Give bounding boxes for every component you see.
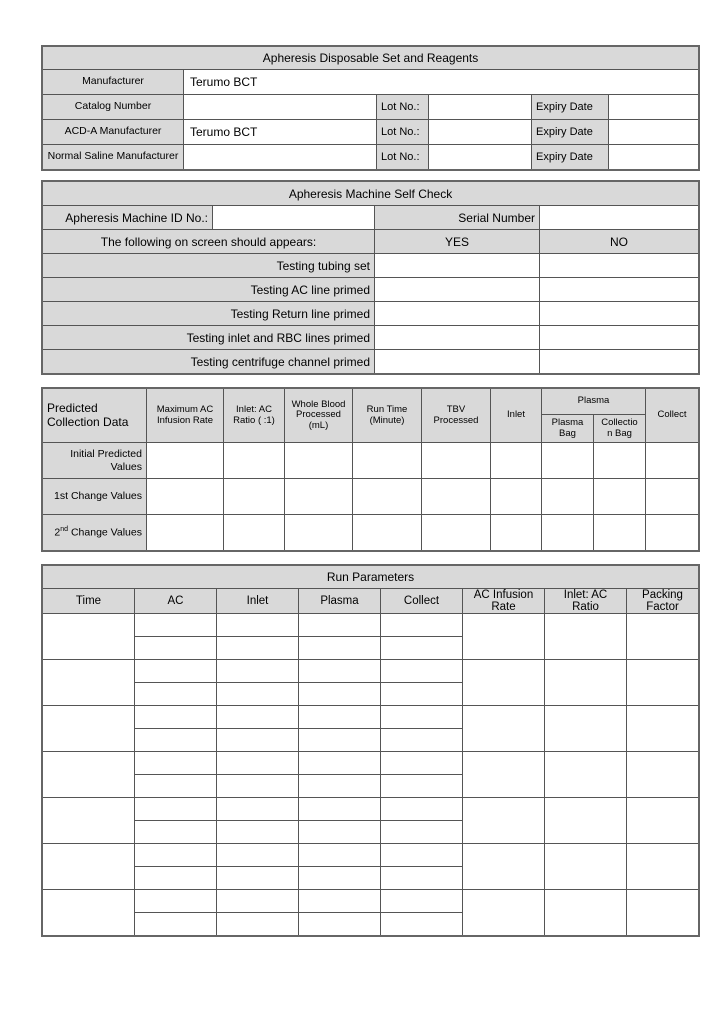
test-centrifuge-label: Testing centrifuge channel primed <box>43 350 375 374</box>
run-parameters-table <box>42 565 699 936</box>
run-ac-cell[interactable] <box>135 637 217 660</box>
acd-manufacturer-value[interactable]: Terumo BCT <box>184 120 377 145</box>
row-first-change: 1st Change Values <box>43 479 147 515</box>
test-ac-line-no[interactable] <box>540 278 699 302</box>
run-collect-cell[interactable] <box>381 683 463 706</box>
initial-inlet-ac-cell[interactable] <box>224 443 285 479</box>
col-ac-infusion-rate: AC Infusion Rate <box>463 589 545 614</box>
run-ac-infusion-cell[interactable] <box>463 844 545 890</box>
col-tbv-processed: TBV Processed <box>422 389 491 443</box>
run-collect-cell[interactable] <box>381 913 463 936</box>
run-inlet-cell[interactable] <box>217 821 299 844</box>
run-inlet-cell[interactable] <box>217 614 299 637</box>
test-tubing-set-yes[interactable] <box>375 254 540 278</box>
run-packing-factor-cell[interactable] <box>627 798 699 844</box>
run-row <box>43 752 699 775</box>
second-collect-cell[interactable] <box>646 515 699 551</box>
run-row <box>43 706 699 729</box>
run-ac-infusion-cell[interactable] <box>463 890 545 936</box>
run-inlet-cell[interactable] <box>217 637 299 660</box>
predicted-collection-table <box>42 388 699 551</box>
col-ac: AC <box>135 589 217 614</box>
no-header: NO <box>540 230 699 254</box>
second-whole-blood-cell[interactable] <box>285 515 353 551</box>
run-plasma-cell[interactable] <box>299 660 381 683</box>
run-time-cell[interactable] <box>43 660 135 706</box>
run-row <box>43 890 699 913</box>
run-inlet-ac-ratio-cell[interactable] <box>545 752 627 798</box>
col-inlet: Inlet <box>491 389 542 443</box>
second-plasma-bag-cell[interactable] <box>542 515 594 551</box>
run-inlet-ac-ratio-cell[interactable] <box>545 706 627 752</box>
test-centrifuge-yes[interactable] <box>375 350 540 374</box>
catalog-expiry-field[interactable] <box>609 95 699 120</box>
run-row <box>43 614 699 637</box>
run-plasma-cell[interactable] <box>299 614 381 637</box>
catalog-lot-field[interactable] <box>429 95 532 120</box>
col-run-inlet-ac-ratio: Inlet: AC Ratio <box>545 589 627 614</box>
run-ac-cell[interactable] <box>135 798 217 821</box>
run-time-cell[interactable] <box>43 752 135 798</box>
first-inlet-cell[interactable] <box>491 479 542 515</box>
col-max-ac-infusion: Maximum AC Infusion Rate <box>147 389 224 443</box>
run-plasma-cell[interactable] <box>299 867 381 890</box>
run-ac-cell[interactable] <box>135 867 217 890</box>
run-plasma-cell[interactable] <box>299 844 381 867</box>
first-run-time-cell[interactable] <box>353 479 422 515</box>
acd-lot-label: Lot No.: <box>377 120 429 145</box>
col-plasma-bag: Plasma Bag <box>542 415 594 443</box>
run-plasma-cell[interactable] <box>299 775 381 798</box>
col-run-plasma: Plasma <box>299 589 381 614</box>
self-check-table <box>42 181 699 374</box>
run-plasma-cell[interactable] <box>299 752 381 775</box>
run-ac-cell[interactable] <box>135 844 217 867</box>
test-inlet-rbc-label: Testing inlet and RBC lines primed <box>43 326 375 350</box>
first-whole-blood-cell[interactable] <box>285 479 353 515</box>
run-inlet-cell[interactable] <box>217 729 299 752</box>
run-packing-factor-cell[interactable] <box>627 844 699 890</box>
run-ac-cell[interactable] <box>135 913 217 936</box>
run-inlet-ac-ratio-cell[interactable] <box>545 844 627 890</box>
acd-manufacturer-label: ACD-A Manufacturer <box>43 120 184 145</box>
run-plasma-cell[interactable] <box>299 798 381 821</box>
run-ac-cell[interactable] <box>135 752 217 775</box>
run-ac-cell[interactable] <box>135 614 217 637</box>
run-time-cell[interactable] <box>43 798 135 844</box>
run-time-cell[interactable] <box>43 614 135 660</box>
initial-collection-bag-cell[interactable] <box>594 443 646 479</box>
run-plasma-cell[interactable] <box>299 706 381 729</box>
initial-inlet-cell[interactable] <box>491 443 542 479</box>
run-inlet-ac-ratio-cell[interactable] <box>545 890 627 936</box>
col-run-time: Run Time (Minute) <box>353 389 422 443</box>
run-plasma-cell[interactable] <box>299 683 381 706</box>
machine-id-field[interactable] <box>213 206 375 230</box>
run-parameters-title: Run Parameters <box>43 566 699 589</box>
machine-id-label: Apheresis Machine ID No.: <box>43 206 213 230</box>
run-collect-cell[interactable] <box>381 706 463 729</box>
col-collection-bag: Collectio n Bag <box>594 415 646 443</box>
second-inlet-cell[interactable] <box>491 515 542 551</box>
initial-tbv-cell[interactable] <box>422 443 491 479</box>
run-time-cell[interactable] <box>43 844 135 890</box>
test-return-line-no[interactable] <box>540 302 699 326</box>
saline-manufacturer-field[interactable] <box>184 145 377 170</box>
run-time-cell[interactable] <box>43 890 135 936</box>
initial-whole-blood-cell[interactable] <box>285 443 353 479</box>
saline-manufacturer-label: Normal Saline Manufacturer <box>43 145 184 170</box>
col-run-inlet: Inlet <box>217 589 299 614</box>
saline-lot-field[interactable] <box>429 145 532 170</box>
run-ac-cell[interactable] <box>135 821 217 844</box>
self-check-title: Apheresis Machine Self Check <box>43 182 699 206</box>
run-inlet-ac-ratio-cell[interactable] <box>545 798 627 844</box>
first-max-ac-cell[interactable] <box>147 479 224 515</box>
run-row <box>43 660 699 683</box>
catalog-lot-label: Lot No.: <box>377 95 429 120</box>
predicted-collection-title: Predicted Collection Data <box>43 389 147 443</box>
run-time-cell[interactable] <box>43 706 135 752</box>
col-time: Time <box>43 589 135 614</box>
run-inlet-ac-ratio-cell[interactable] <box>545 614 627 660</box>
catalog-number-label: Catalog Number <box>43 95 184 120</box>
screen-appears-label: The following on screen should appears: <box>43 230 375 254</box>
run-inlet-cell[interactable] <box>217 844 299 867</box>
run-collect-cell[interactable] <box>381 821 463 844</box>
col-inlet-ac-ratio: Inlet: AC Ratio ( :1) <box>224 389 285 443</box>
test-tubing-set-no[interactable] <box>540 254 699 278</box>
run-plasma-cell[interactable] <box>299 729 381 752</box>
initial-plasma-bag-cell[interactable] <box>542 443 594 479</box>
test-return-line-label: Testing Return line primed <box>43 302 375 326</box>
col-collect: Collect <box>646 389 699 443</box>
run-inlet-cell[interactable] <box>217 706 299 729</box>
first-inlet-ac-cell[interactable] <box>224 479 285 515</box>
run-packing-factor-cell[interactable] <box>627 660 699 706</box>
run-ac-infusion-cell[interactable] <box>463 798 545 844</box>
run-plasma-cell[interactable] <box>299 890 381 913</box>
initial-run-time-cell[interactable] <box>353 443 422 479</box>
acd-expiry-label: Expiry Date <box>532 120 609 145</box>
second-tbv-cell[interactable] <box>422 515 491 551</box>
first-collection-bag-cell[interactable] <box>594 479 646 515</box>
run-ac-infusion-cell[interactable] <box>463 752 545 798</box>
run-ac-cell[interactable] <box>135 729 217 752</box>
test-tubing-set-label: Testing tubing set <box>43 254 375 278</box>
test-inlet-rbc-yes[interactable] <box>375 326 540 350</box>
row-second-suffix: Change Values <box>68 526 142 539</box>
second-collection-bag-cell[interactable] <box>594 515 646 551</box>
row-initial-predicted: Initial Predicted Values <box>43 443 147 479</box>
run-packing-factor-cell[interactable] <box>627 706 699 752</box>
test-return-line-yes[interactable] <box>375 302 540 326</box>
saline-lot-label: Lot No.: <box>377 145 429 170</box>
run-ac-cell[interactable] <box>135 775 217 798</box>
run-inlet-cell[interactable] <box>217 798 299 821</box>
run-ac-infusion-cell[interactable] <box>463 706 545 752</box>
run-collect-cell[interactable] <box>381 660 463 683</box>
row-second-prefix: 2 <box>54 526 61 539</box>
col-packing-factor: Packing Factor <box>627 589 699 614</box>
serial-number-field[interactable] <box>540 206 699 230</box>
acd-expiry-field[interactable] <box>609 120 699 145</box>
run-collect-cell[interactable] <box>381 614 463 637</box>
run-inlet-cell[interactable] <box>217 752 299 775</box>
run-collect-cell[interactable] <box>381 867 463 890</box>
manufacturer-value[interactable]: Terumo BCT <box>184 70 699 95</box>
run-collect-cell[interactable] <box>381 844 463 867</box>
run-plasma-cell[interactable] <box>299 821 381 844</box>
saline-expiry-field[interactable] <box>609 145 699 170</box>
second-run-time-cell[interactable] <box>353 515 422 551</box>
test-centrifuge-no[interactable] <box>540 350 699 374</box>
run-ac-cell[interactable] <box>135 890 217 913</box>
run-collect-cell[interactable] <box>381 752 463 775</box>
run-collect-cell[interactable] <box>381 798 463 821</box>
disposable-set-title: Apheresis Disposable Set and Reagents <box>43 47 699 70</box>
run-plasma-cell[interactable] <box>299 637 381 660</box>
run-ac-cell[interactable] <box>135 706 217 729</box>
acd-lot-field[interactable] <box>429 120 532 145</box>
saline-expiry-label: Expiry Date <box>532 145 609 170</box>
run-collect-cell[interactable] <box>381 729 463 752</box>
run-ac-infusion-cell[interactable] <box>463 660 545 706</box>
test-inlet-rbc-no[interactable] <box>540 326 699 350</box>
run-inlet-cell[interactable] <box>217 775 299 798</box>
manufacturer-label: Manufacturer <box>43 70 184 95</box>
initial-collect-cell[interactable] <box>646 443 699 479</box>
run-packing-factor-cell[interactable] <box>627 752 699 798</box>
second-inlet-ac-cell[interactable] <box>224 515 285 551</box>
run-inlet-cell[interactable] <box>217 683 299 706</box>
col-run-collect: Collect <box>381 589 463 614</box>
run-ac-cell[interactable] <box>135 683 217 706</box>
run-inlet-cell[interactable] <box>217 890 299 913</box>
run-ac-infusion-cell[interactable] <box>463 614 545 660</box>
run-plasma-cell[interactable] <box>299 913 381 936</box>
row-second-sup: nd <box>60 526 69 534</box>
row-second-change <box>43 515 147 551</box>
test-ac-line-label: Testing AC line primed <box>43 278 375 302</box>
run-collect-cell[interactable] <box>381 775 463 798</box>
run-collect-cell[interactable] <box>381 637 463 660</box>
yes-header: YES <box>375 230 540 254</box>
second-max-ac-cell[interactable] <box>147 515 224 551</box>
serial-number-label: Serial Number <box>375 206 540 230</box>
col-whole-blood: Whole Blood Processed (mL) <box>285 389 353 443</box>
run-packing-factor-cell[interactable] <box>627 890 699 936</box>
disposable-set-table <box>42 46 699 170</box>
first-tbv-cell[interactable] <box>422 479 491 515</box>
test-ac-line-yes[interactable] <box>375 278 540 302</box>
initial-max-ac-cell[interactable] <box>147 443 224 479</box>
run-row <box>43 844 699 867</box>
run-inlet-cell[interactable] <box>217 867 299 890</box>
catalog-number-field[interactable] <box>184 95 377 120</box>
first-plasma-bag-cell[interactable] <box>542 479 594 515</box>
run-inlet-cell[interactable] <box>217 660 299 683</box>
col-plasma: Plasma <box>542 389 646 415</box>
run-ac-cell[interactable] <box>135 660 217 683</box>
run-row <box>43 798 699 821</box>
run-inlet-ac-ratio-cell[interactable] <box>545 660 627 706</box>
run-inlet-cell[interactable] <box>217 913 299 936</box>
first-collect-cell[interactable] <box>646 479 699 515</box>
run-collect-cell[interactable] <box>381 890 463 913</box>
catalog-expiry-label: Expiry Date <box>532 95 609 120</box>
run-packing-factor-cell[interactable] <box>627 614 699 660</box>
